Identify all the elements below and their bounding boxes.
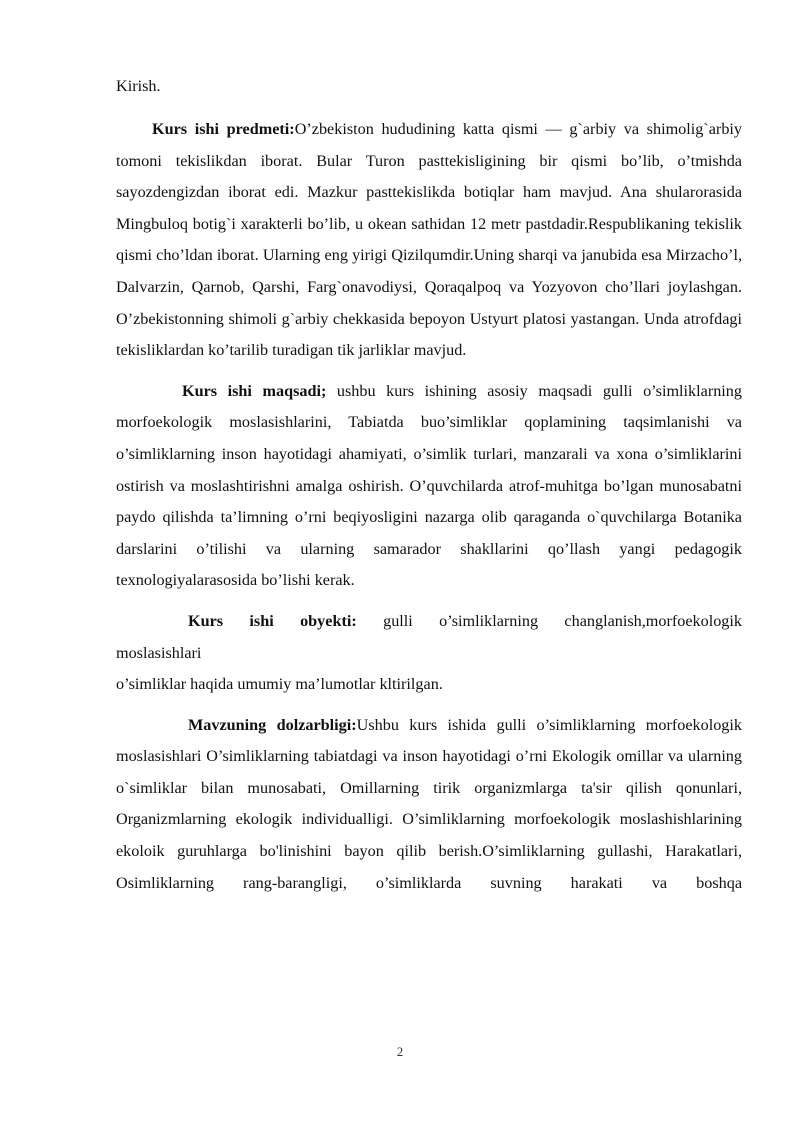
predmeti-label: Kurs ishi predmeti: (152, 120, 295, 138)
dolzarbligi-label: Mavzuning dolzarbligi: (188, 715, 357, 734)
dolzarbligi-text: Ushbu kurs ishida gulli o’simliklarning morfoekologik moslasishlari O’simliklarning tabiatdagi va inson hayotidagi o’rni Ekologik omillar va ularning o`simliklar bilan munosabati, Omillarning tirik organizmlarga ta'sir qilish qonunlari, Organizmlarning ekologik individualligi. O’simliklarning morfoekologik moslashishlarining ekoloik guruhlarga bo'linishini bayon qilib berish.O’simliklarning gullashi, Harakatlari, Osimliklarning rang-barangligi, o’simliklarda suvning harakati va boshqa (116, 715, 742, 892)
maqsadi-label: Kurs ishi maqsadi; (182, 381, 327, 400)
obyekti-text-line1: gulli o’simliklarning changlanish,morfoekologik (356, 611, 742, 630)
paragraph-obyekti (116, 606, 742, 701)
section-heading: Kirish. (116, 77, 161, 95)
maqsadi-text: ushbu kurs ishining asosiy maqsadi gulli o’simliklarning morfoekologik moslasishlarini, Tabiatda buo’simliklar qoplamining taqsimlanishi va o’simliklarning inson hayotidagi ahamiyati, o’simlik turlari, manzarali va xona o’simliklarini ostirish va moslashtirishni amalga oshirish. O’quvchilarda atrof-muhitga bo’lgan munosabatni paydo qilishda ta’limning o’rni beqiyosligini nazarga olib qaraganda o`quvchilarga Botanika darslarini o’tilishi va ularning samarador shakllarini qo’llash yangi pedagogik texnologiyalarasosida bo’lishi kerak. (116, 381, 742, 590)
paragraph-dolzarbligi (116, 710, 742, 900)
obyekti-label: Kurs ishi obyekti: (188, 611, 357, 630)
obyekti-first-line (116, 606, 742, 638)
predmeti-text: O’zbekiston hududining katta qismi — g`arbiy va shimolig`arbiy tomoni tekislikdan iborat. Bular Turon pasttekisligining bir qismi bo’lib, o’tmishda sayozdengizdan iborat edi. Mazkur pasttekislikda botiqlar ham mavjud. Ana shularorasida Mingbuloq botig`i xarakterli bo’lib, u okean sathidan 12 metr pastdadir.Respublikaning tekislik qismi cho’ldan iborat. Ularning eng yirigi Qizilqumdir.Uning sharqi va janubida esa Mirzacho’l, Dalvarzin, Qarnob, Qarshi, Farg`onavodiysi, Qoraqalpoq va Yozyovon cho’llari joylashgan. O’zbekistonning shimoli g`arbiy chekkasida bepoyon Ustyurt platosi yastangan. Unda atrofdagi tekisliklardan ko’tarilib turadigan tik jarliklar mavjud. (116, 120, 742, 360)
obyekti-text-line2: moslasishlari (116, 643, 202, 662)
paragraph-predmeti (116, 114, 742, 367)
paragraph-maqsadi (116, 376, 742, 597)
document-page (116, 70, 742, 908)
page-number: 2 (396, 1044, 404, 1059)
obyekti-text-line3: o’simliklar haqida umumiy ma’lumotlar kltirilgan. (116, 675, 443, 694)
